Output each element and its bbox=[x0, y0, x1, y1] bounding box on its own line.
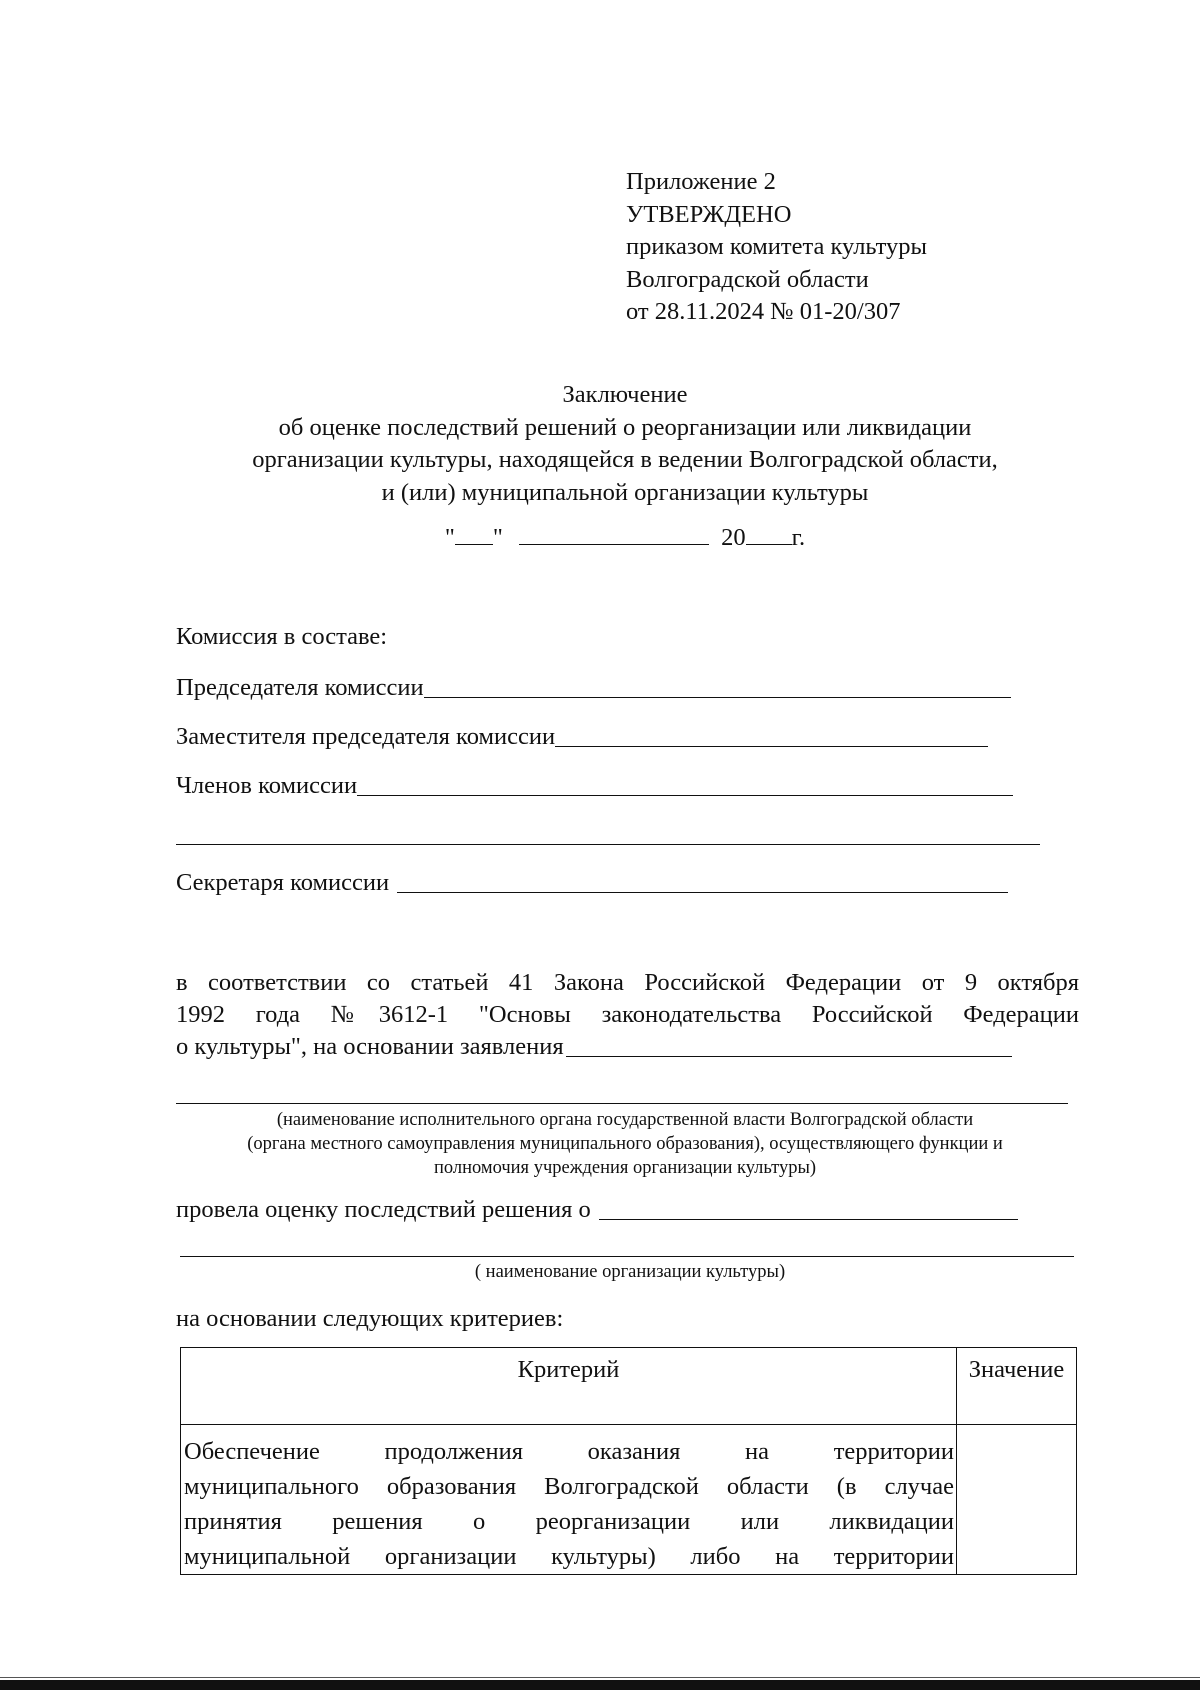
value-cell[interactable] bbox=[957, 1425, 1077, 1575]
members-field bbox=[176, 769, 1013, 800]
caption-line-1: (наименование исполнительного органа государственной власти Волгоградской области bbox=[276, 1110, 974, 1130]
day-quote-open: " bbox=[444, 524, 455, 551]
date-line bbox=[160, 524, 1090, 552]
month-blank[interactable] bbox=[519, 544, 709, 545]
secretary-field bbox=[176, 866, 1008, 897]
criteria-intro: на основании следующих критериев: bbox=[176, 1305, 564, 1332]
application-label: о культуры", на основании заявления bbox=[176, 1033, 564, 1060]
scan-edge-thin bbox=[0, 1677, 1200, 1678]
caption-line-3: полномочия учреждения организации культуры) bbox=[433, 1158, 817, 1178]
deputy-field bbox=[176, 720, 988, 751]
year-blank[interactable] bbox=[746, 544, 792, 545]
application-input-line[interactable] bbox=[566, 1055, 1012, 1057]
chairman-field bbox=[176, 671, 1011, 702]
legal-basis-paragraph bbox=[176, 967, 1079, 1063]
members-input-line[interactable] bbox=[357, 769, 1013, 796]
criterion-line-1: Обеспечение продолжения оказания на территории bbox=[184, 1438, 954, 1465]
assessment-label: провела оценку последствий решения о bbox=[176, 1196, 591, 1223]
title-line-3: и (или) муниципальной организации культуры bbox=[381, 478, 869, 506]
members-extra-line[interactable] bbox=[176, 844, 1040, 845]
authority-name-line[interactable] bbox=[176, 1103, 1068, 1104]
deputy-label: Заместителя председателя комиссии bbox=[176, 723, 556, 750]
approval-block bbox=[626, 166, 927, 329]
approved-label: УТВЕРЖДЕНО bbox=[626, 200, 792, 228]
scan-edge bbox=[0, 1680, 1200, 1690]
caption-line-2: (органа местного самоуправления муниципального образования), осуществляющего функции и bbox=[247, 1134, 1003, 1154]
title-line-1: об оценке последствий решений о реорганизации или ликвидации bbox=[278, 413, 972, 441]
approval-order-ref: от 28.11.2024 № 01-20/307 bbox=[626, 298, 901, 325]
commission-intro: Комиссия в составе: bbox=[176, 623, 388, 650]
chairman-label: Председателя комиссии bbox=[176, 674, 424, 701]
criteria-table bbox=[180, 1347, 1077, 1575]
chairman-input-line[interactable] bbox=[424, 671, 1011, 698]
secretary-input-line[interactable] bbox=[397, 866, 1008, 893]
paragraph-line-3 bbox=[176, 1031, 1079, 1063]
members-label: Членов комиссии bbox=[176, 772, 358, 799]
assessment-field bbox=[176, 1193, 1018, 1224]
organization-name-line[interactable] bbox=[180, 1256, 1074, 1257]
header-criterion: Критерий bbox=[181, 1348, 957, 1425]
year-prefix: 20 bbox=[721, 524, 746, 551]
appendix-label: Приложение 2 bbox=[626, 168, 776, 195]
criterion-line-3: принятия решения о реорганизации или ликвидации bbox=[184, 1508, 954, 1535]
table-header-row bbox=[181, 1348, 1077, 1425]
deputy-input-line[interactable] bbox=[555, 720, 988, 747]
paragraph-line-2: 1992 года №3612-1 "Основы законодательства Российской Федерации bbox=[176, 1001, 1079, 1028]
criterion-cell bbox=[181, 1425, 957, 1575]
authority-name-caption bbox=[160, 1108, 1090, 1180]
year-suffix: г. bbox=[791, 524, 806, 551]
assessment-input-line[interactable] bbox=[599, 1193, 1018, 1220]
document-title bbox=[160, 379, 1090, 509]
title-heading: Заключение bbox=[562, 381, 688, 408]
title-line-2: организации культуры, находящейся в ведении Волгоградской области, bbox=[252, 446, 998, 473]
header-value: Значение bbox=[957, 1348, 1077, 1425]
approval-region-text: Волгоградской области bbox=[626, 265, 869, 293]
day-quote-close: " bbox=[492, 524, 503, 551]
organization-caption-text: ( наименование организации культуры) bbox=[474, 1262, 786, 1282]
table-row bbox=[181, 1425, 1077, 1575]
criterion-line-4: муниципальной организации культуры) либо на территории bbox=[184, 1543, 954, 1570]
day-blank[interactable] bbox=[455, 544, 493, 545]
organization-name-caption bbox=[280, 1260, 980, 1284]
criterion-line-2: муниципального образования Волгоградской области (в случае bbox=[184, 1473, 954, 1500]
secretary-label: Секретаря комиссии bbox=[176, 869, 390, 896]
paragraph-line-1: в соответствии со статьей 41 Закона Российской Федерации от 9 октября bbox=[176, 969, 1079, 996]
approval-order-text: приказом комитета культуры bbox=[626, 233, 928, 260]
